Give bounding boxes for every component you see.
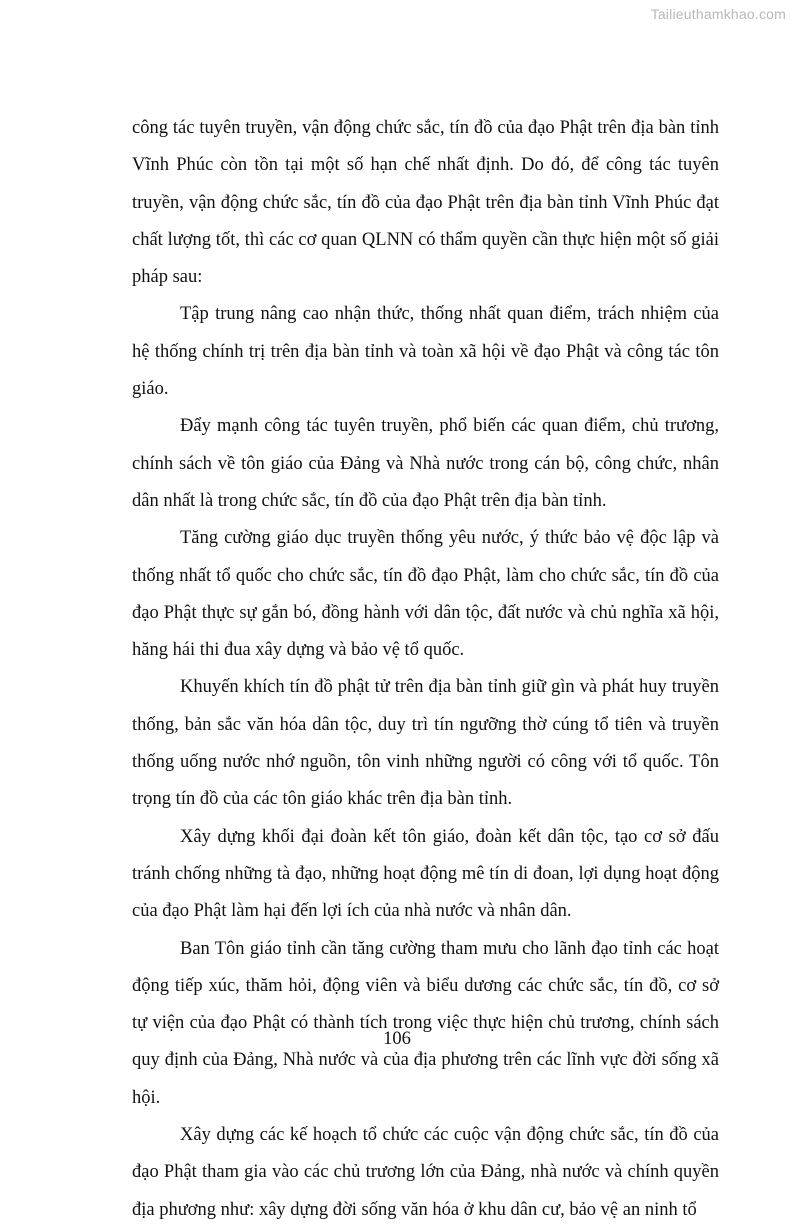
paragraph: Đẩy mạnh công tác tuyên truyền, phổ biến các quan điểm, chủ trương, chính sách về tôn giáo của Đảng và Nhà nước trong cán bộ, công chức, nhân dân nhất là trong chức sắc, tín đồ của đạo Phật trên địa bàn tỉnh.: [132, 416, 719, 511]
watermark: Tailieuthamkhao.com: [650, 6, 786, 22]
paragraph: Tăng cường giáo dục truyền thống yêu nước, ý thức bảo vệ độc lập và thống nhất tổ quốc cho chức sắc, tín đồ đạo Phật, làm cho chức sắc, tín đồ của đạo Phật thực sự gắn bó, đồng hành với dân tộc, đất nước và chủ nghĩa xã hội, hăng hái thi đua xây dựng và bảo vệ tổ quốc.: [132, 528, 719, 661]
paragraph: Ban Tôn giáo tỉnh cần tăng cường tham mưu cho lãnh đạo tỉnh các hoạt động tiếp xúc, thăm hỏi, động viên và biểu dương các chức sắc, tín đồ, cơ sở tự viện của đạo Phật có thành tích trong việc thực hiện chủ trương, chính sách quy định của Đảng, Nhà nước và của địa phương trên các lĩnh vực đời sống xã hội.: [132, 938, 719, 1108]
paragraph: Xây dựng các kế hoạch tổ chức các cuộc vận động chức sắc, tín đồ của đạo Phật tham gia vào các chủ trương lớn của Đảng, nhà nước và chính quyền địa phương như: xây dựng đời sống văn hóa ở khu dân cư, bảo vệ an ninh tổ: [132, 1125, 719, 1220]
paragraph: Xây dựng khối đại đoàn kết tôn giáo, đoàn kết dân tộc, tạo cơ sở đấu tránh chống những tà đạo, những hoạt động mê tín di đoan, lợi dụng hoạt động của đạo Phật làm hại đến lợi ích của nhà nước và nhân dân.: [132, 826, 719, 922]
page-number: 106: [383, 1029, 411, 1049]
paragraph: công tác tuyên truyền, vận động chức sắc, tín đồ của đạo Phật trên địa bàn tỉnh Vĩnh Phúc còn tồn tại một số hạn chế nhất định. Do đó, để công tác tuyên truyền, vận động chức sắc, tín đồ của đạo Phật trên địa bàn tỉnh Vĩnh Phúc đạt chất lượng tốt, thì các cơ quan QLNN có thẩm quyền cần thực hiện một số giải pháp sau:: [132, 118, 719, 288]
document-body: [132, 110, 719, 1229]
paragraph: Khuyến khích tín đồ phật tử trên địa bàn tỉnh giữ gìn và phát huy truyền thống, bản sắc văn hóa dân tộc, duy trì tín ngưỡng thờ cúng tổ tiên và truyền thống uống nước nhớ nguồn, tôn vinh những người có công với tổ quốc. Tôn trọng tín đồ của các tôn giáo khác trên địa bàn tỉnh.: [132, 677, 719, 810]
paragraph: Tập trung nâng cao nhận thức, thống nhất quan điểm, trách nhiệm của hệ thống chính trị trên địa bàn tỉnh và toàn xã hội về đạo Phật và công tác tôn giáo.: [132, 304, 719, 400]
